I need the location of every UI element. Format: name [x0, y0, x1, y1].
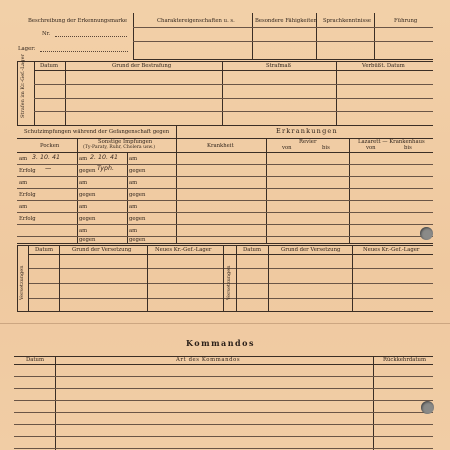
sonstige-header-1: Sonstige Impfungen: [98, 139, 153, 145]
rule: [223, 245, 224, 311]
vers-grund-header-1: Grund der Versetzung: [72, 247, 132, 253]
rule: [14, 424, 433, 425]
punch-hole: [420, 227, 433, 240]
pocken-header: Pocken: [40, 143, 60, 149]
lazarett-bis: bis: [404, 145, 412, 151]
rule: [34, 70, 433, 71]
sonst-gegen-4: gegen: [79, 237, 96, 243]
strafen-strafmass-header: Strafmaß: [266, 63, 292, 69]
rule: [252, 13, 253, 59]
versetzungen-side-label-2: Versetzungen: [226, 265, 232, 300]
sonst2-gegen-4: gegen: [129, 237, 146, 243]
rule: [17, 224, 433, 225]
revier-von: von: [282, 145, 292, 151]
rule: [127, 152, 128, 243]
sonst-am-2: am: [79, 180, 88, 186]
sonst2-gegen-1: gegen: [129, 168, 146, 174]
rule: [14, 400, 433, 401]
faehigkeiten-header: Besondere Fähigkeiten: [255, 18, 317, 24]
rule: [17, 212, 433, 213]
vers-neues-header-1: Neues Kr.-Gef.-Lager: [155, 247, 212, 253]
rule: [133, 41, 433, 42]
rule: [28, 254, 433, 255]
vers-grund-header-2: Grund der Versetzung: [281, 247, 341, 253]
rule: [17, 176, 433, 177]
lazarett-von: von: [366, 145, 376, 151]
rule: [17, 164, 433, 165]
fold-line: [0, 323, 450, 324]
sonst2-am-4: am: [129, 228, 138, 234]
sonst-am-4: am: [79, 228, 88, 234]
sonst-typhus: Typh.: [97, 165, 115, 172]
pocken-dash: —: [45, 165, 52, 172]
rule: [17, 61, 433, 62]
rule: [266, 138, 267, 243]
strafen-datum-header: Datum: [40, 63, 58, 69]
strafen-verbuesst-header: Verbüßt. Datum: [362, 63, 405, 69]
rule: [17, 61, 18, 125]
rule: [34, 98, 433, 99]
sprachen-header: Sprachkenntnisse: [323, 18, 372, 24]
sonst2-am-1: am: [129, 156, 138, 162]
revier-header: Revier: [299, 139, 317, 145]
rule: [374, 13, 375, 59]
revier-bis: bis: [322, 145, 330, 151]
pocken-am-2: am: [19, 180, 28, 186]
rule: [34, 84, 433, 85]
lager-line: [40, 51, 128, 52]
sonst-gegen-1: gegen: [79, 168, 96, 174]
erkrankungen-title: Erkrankungen: [276, 127, 338, 135]
rule: [133, 27, 433, 28]
pocken-am-1: am: [19, 156, 28, 162]
pocken-erfolg-1: Erfolg: [19, 168, 36, 174]
vers-datum-header-1: Datum: [35, 247, 53, 253]
lazarett-header: Lazarett — Krankenhaus: [358, 139, 425, 145]
kommandos-datum-header: Datum: [26, 357, 44, 363]
strafen-side-label: Strafen im Kr.-Gef.-Lager: [20, 54, 26, 118]
sonst2-am-3: am: [129, 204, 138, 210]
rule: [59, 245, 60, 311]
erkennungsmarke-label: Beschreibung der Erkennungsmarke: [28, 18, 128, 24]
rule: [17, 125, 433, 126]
rule: [133, 59, 433, 60]
kommandos-rueckkehr-header: Rückkehrdatum: [383, 357, 426, 363]
rule: [176, 125, 177, 243]
rule: [268, 245, 269, 311]
pocken-am-3: am: [19, 204, 28, 210]
rule: [17, 311, 433, 312]
versetzungen-side-label-1: Versetzungen: [19, 265, 25, 300]
rule: [14, 412, 433, 413]
vers-datum-header-2: Datum: [243, 247, 261, 253]
kommandos-art-header: Art des Kommandos: [176, 357, 241, 363]
charakter-header: Charaktereigenschaften u. s.: [157, 18, 235, 24]
rule: [34, 111, 433, 112]
sonst-am-1: am: [79, 156, 88, 162]
kommandos-title: Kommandos: [186, 338, 255, 348]
sonst2-gegen-2: gegen: [129, 192, 146, 198]
nr-label: Nr.: [42, 31, 51, 37]
rule: [14, 364, 433, 365]
sonst-gegen-2: gegen: [79, 192, 96, 198]
rule: [17, 243, 433, 244]
vers-neues-header-2: Neues Kr.-Gef.-Lager: [363, 247, 420, 253]
rule: [14, 448, 433, 449]
sonst-gegen-3: gegen: [79, 216, 96, 222]
sonst-date-1: 2. 10. 41: [90, 154, 119, 161]
rule: [17, 152, 433, 153]
pocken-erfolg-3: Erfolg: [19, 216, 36, 222]
fuehrung-header: Führung: [394, 18, 418, 24]
krankheit-header: Krankheit: [207, 143, 234, 149]
rule: [236, 245, 237, 311]
rule: [133, 13, 134, 59]
sonst-am-3: am: [79, 204, 88, 210]
rule: [17, 245, 18, 311]
pocken-erfolg-2: Erfolg: [19, 192, 36, 198]
sonstige-header-2: (Ty-Paraty, Ruhr, Cholera usw.): [83, 145, 156, 150]
rule: [14, 436, 433, 437]
pocken-date-1: 3. 10. 41: [32, 154, 61, 161]
rule: [14, 388, 433, 389]
rule: [349, 138, 350, 243]
sonst2-gegen-3: gegen: [129, 216, 146, 222]
rule: [352, 245, 353, 311]
punch-hole: [421, 401, 434, 414]
rule: [17, 200, 433, 201]
rule: [28, 245, 29, 311]
rule: [147, 245, 148, 311]
nr-line: [55, 36, 127, 37]
sonst2-am-2: am: [129, 180, 138, 186]
rule: [14, 376, 433, 377]
lager-label: Lager:: [18, 46, 36, 52]
impfungen-title: Schutzimpfungen während der Gefangenschaft gegen: [24, 129, 170, 135]
rule: [77, 138, 78, 243]
rule: [17, 188, 433, 189]
rule: [17, 245, 433, 246]
strafen-grund-header: Grund der Bestrafung: [112, 63, 172, 69]
